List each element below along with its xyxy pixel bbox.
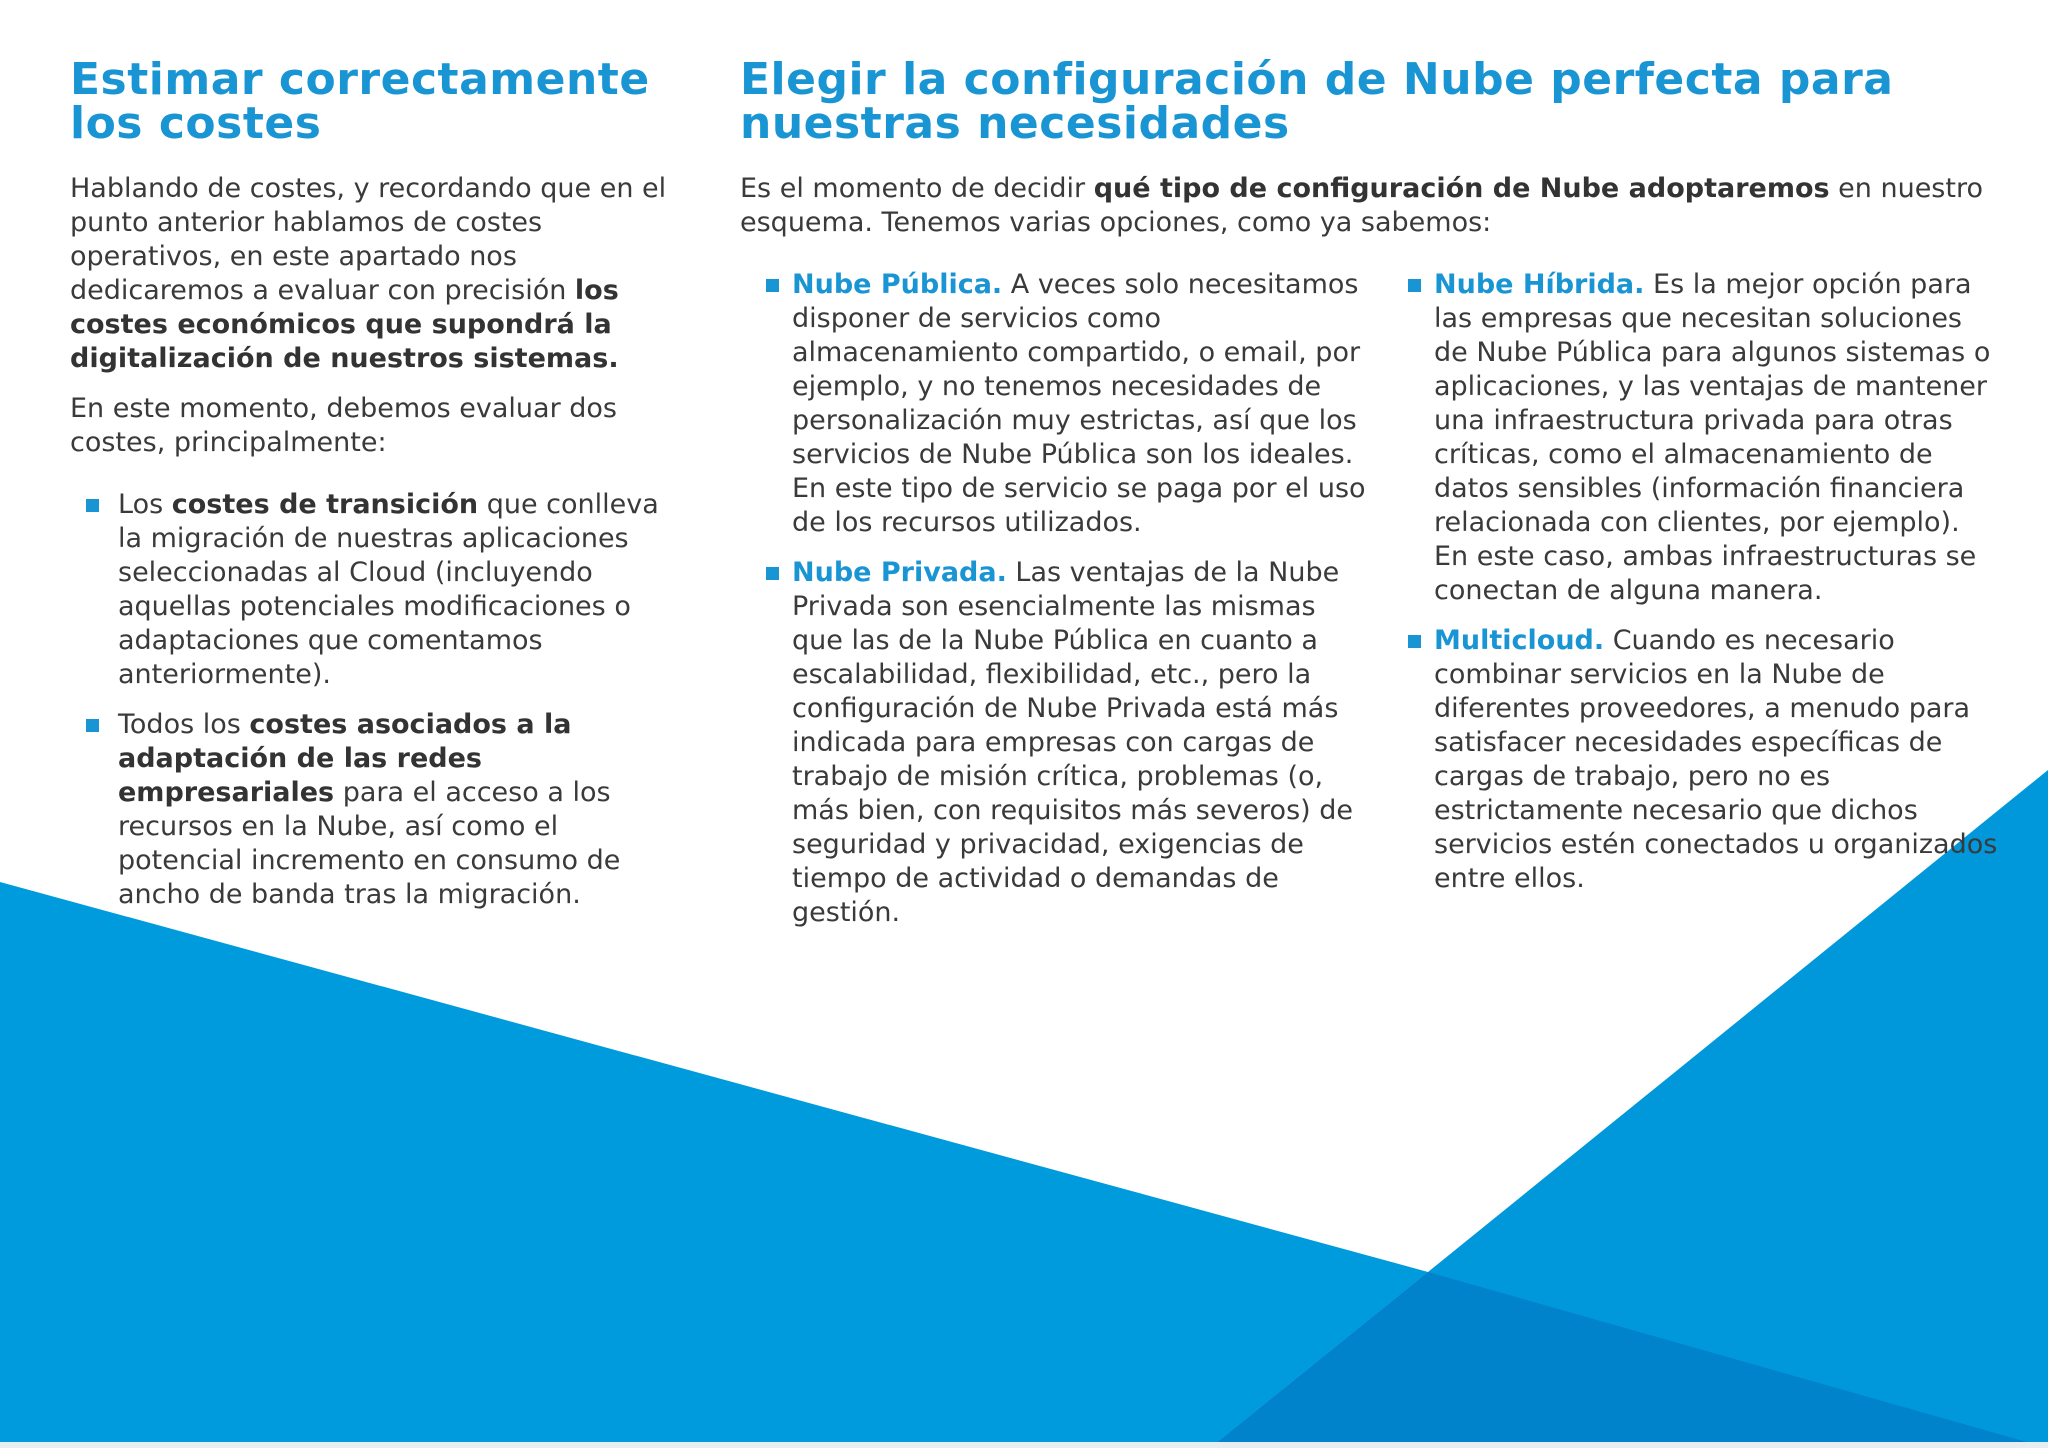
right-title: Elegir la configuración de Nube perfecta para nuestras necesidades	[740, 54, 1894, 149]
options-right-list	[1382, 268, 2002, 912]
left-column	[70, 54, 670, 928]
list-item: Todos los costes asociados a la adaptación de las redes empresariales para el acceso a los recursos en la Nube, así como el potencial incremento en consumo de ancho de banda tras la migración.	[70, 708, 670, 912]
square-bullet-icon	[766, 567, 779, 580]
square-bullet-icon	[766, 279, 779, 292]
left-title: Estimar correctamente los costes	[70, 54, 650, 149]
right-intro: Es el momento de decidir qué tipo de configuración de Nube adoptaremos en nuestro esquema. Tenemos varias opciones, como ya sabemos:	[740, 173, 1983, 238]
square-bullet-icon	[86, 719, 99, 732]
left-intro: Hablando de costes, y recordando que en el punto anterior hablamos de costes operativos, en este apartado nos dedicaremos a evaluar con precisión los costes económicos que supondrá la digitalización de nuestros sistemas.	[70, 173, 667, 374]
option-public-cloud: Nube Pública. A veces solo necesitamos disponer de servicios como almacenamiento compartido, o email, por ejemplo, y no tenemos necesidades de personalización muy estrictas, así que los servicios de Nube Pública son los ideales. En este tipo de servicio se paga por el uso de los recursos utilizados.	[740, 268, 1370, 540]
right-column	[740, 54, 2000, 928]
left-blue-shape	[0, 882, 1428, 1448]
cost-list	[70, 488, 670, 912]
option-multicloud: Multicloud. Cuando es necesario combinar servicios en la Nube de diferentes proveedores, a menudo para satisfacer necesidades específicas de cargas de trabajo, pero no es estrictamente necesario que dichos servicios estén conectados u organizados entre ellos.	[1382, 624, 2002, 896]
option-hybrid-cloud: Nube Híbrida. Es la mejor opción para las empresas que necesitan soluciones de Nube Pública para algunos sistemas o aplicaciones, y las ventajas de mantener una infraestructura privada para otras críticas, como el almacenamiento de datos sensibles (información financiera relacionada con clientes, por ejemplo). En este caso, ambas infraestructuras se conectan de alguna manera.	[1382, 268, 2002, 608]
bottom-edge	[0, 1442, 2048, 1448]
list-item: Los costes de transición que conlleva la migración de nuestras aplicaciones seleccionadas al Cloud (incluyendo aquellas potenciales modificaciones o adaptaciones que comentamos anteriormente).	[70, 488, 670, 692]
square-bullet-icon	[1408, 279, 1421, 292]
options-left-list	[740, 268, 1370, 946]
option-private-cloud: Nube Privada. Las ventajas de la Nube Privada son esencialmente las mismas que las de la Nube Pública en cuanto a escalabilidad, flexibilidad, etc., pero la configuración de Nube Privada está más indicada para empresas con cargas de trabajo de misión crítica, problemas (o, más bien, con requisitos más severos) de seguridad y privacidad, exigencias de tiempo de actividad o demandas de gestión.	[740, 556, 1370, 930]
square-bullet-icon	[86, 499, 99, 512]
left-second-paragraph: En este momento, debemos evaluar dos costes, principalmente:	[70, 393, 618, 458]
square-bullet-icon	[1408, 635, 1421, 648]
